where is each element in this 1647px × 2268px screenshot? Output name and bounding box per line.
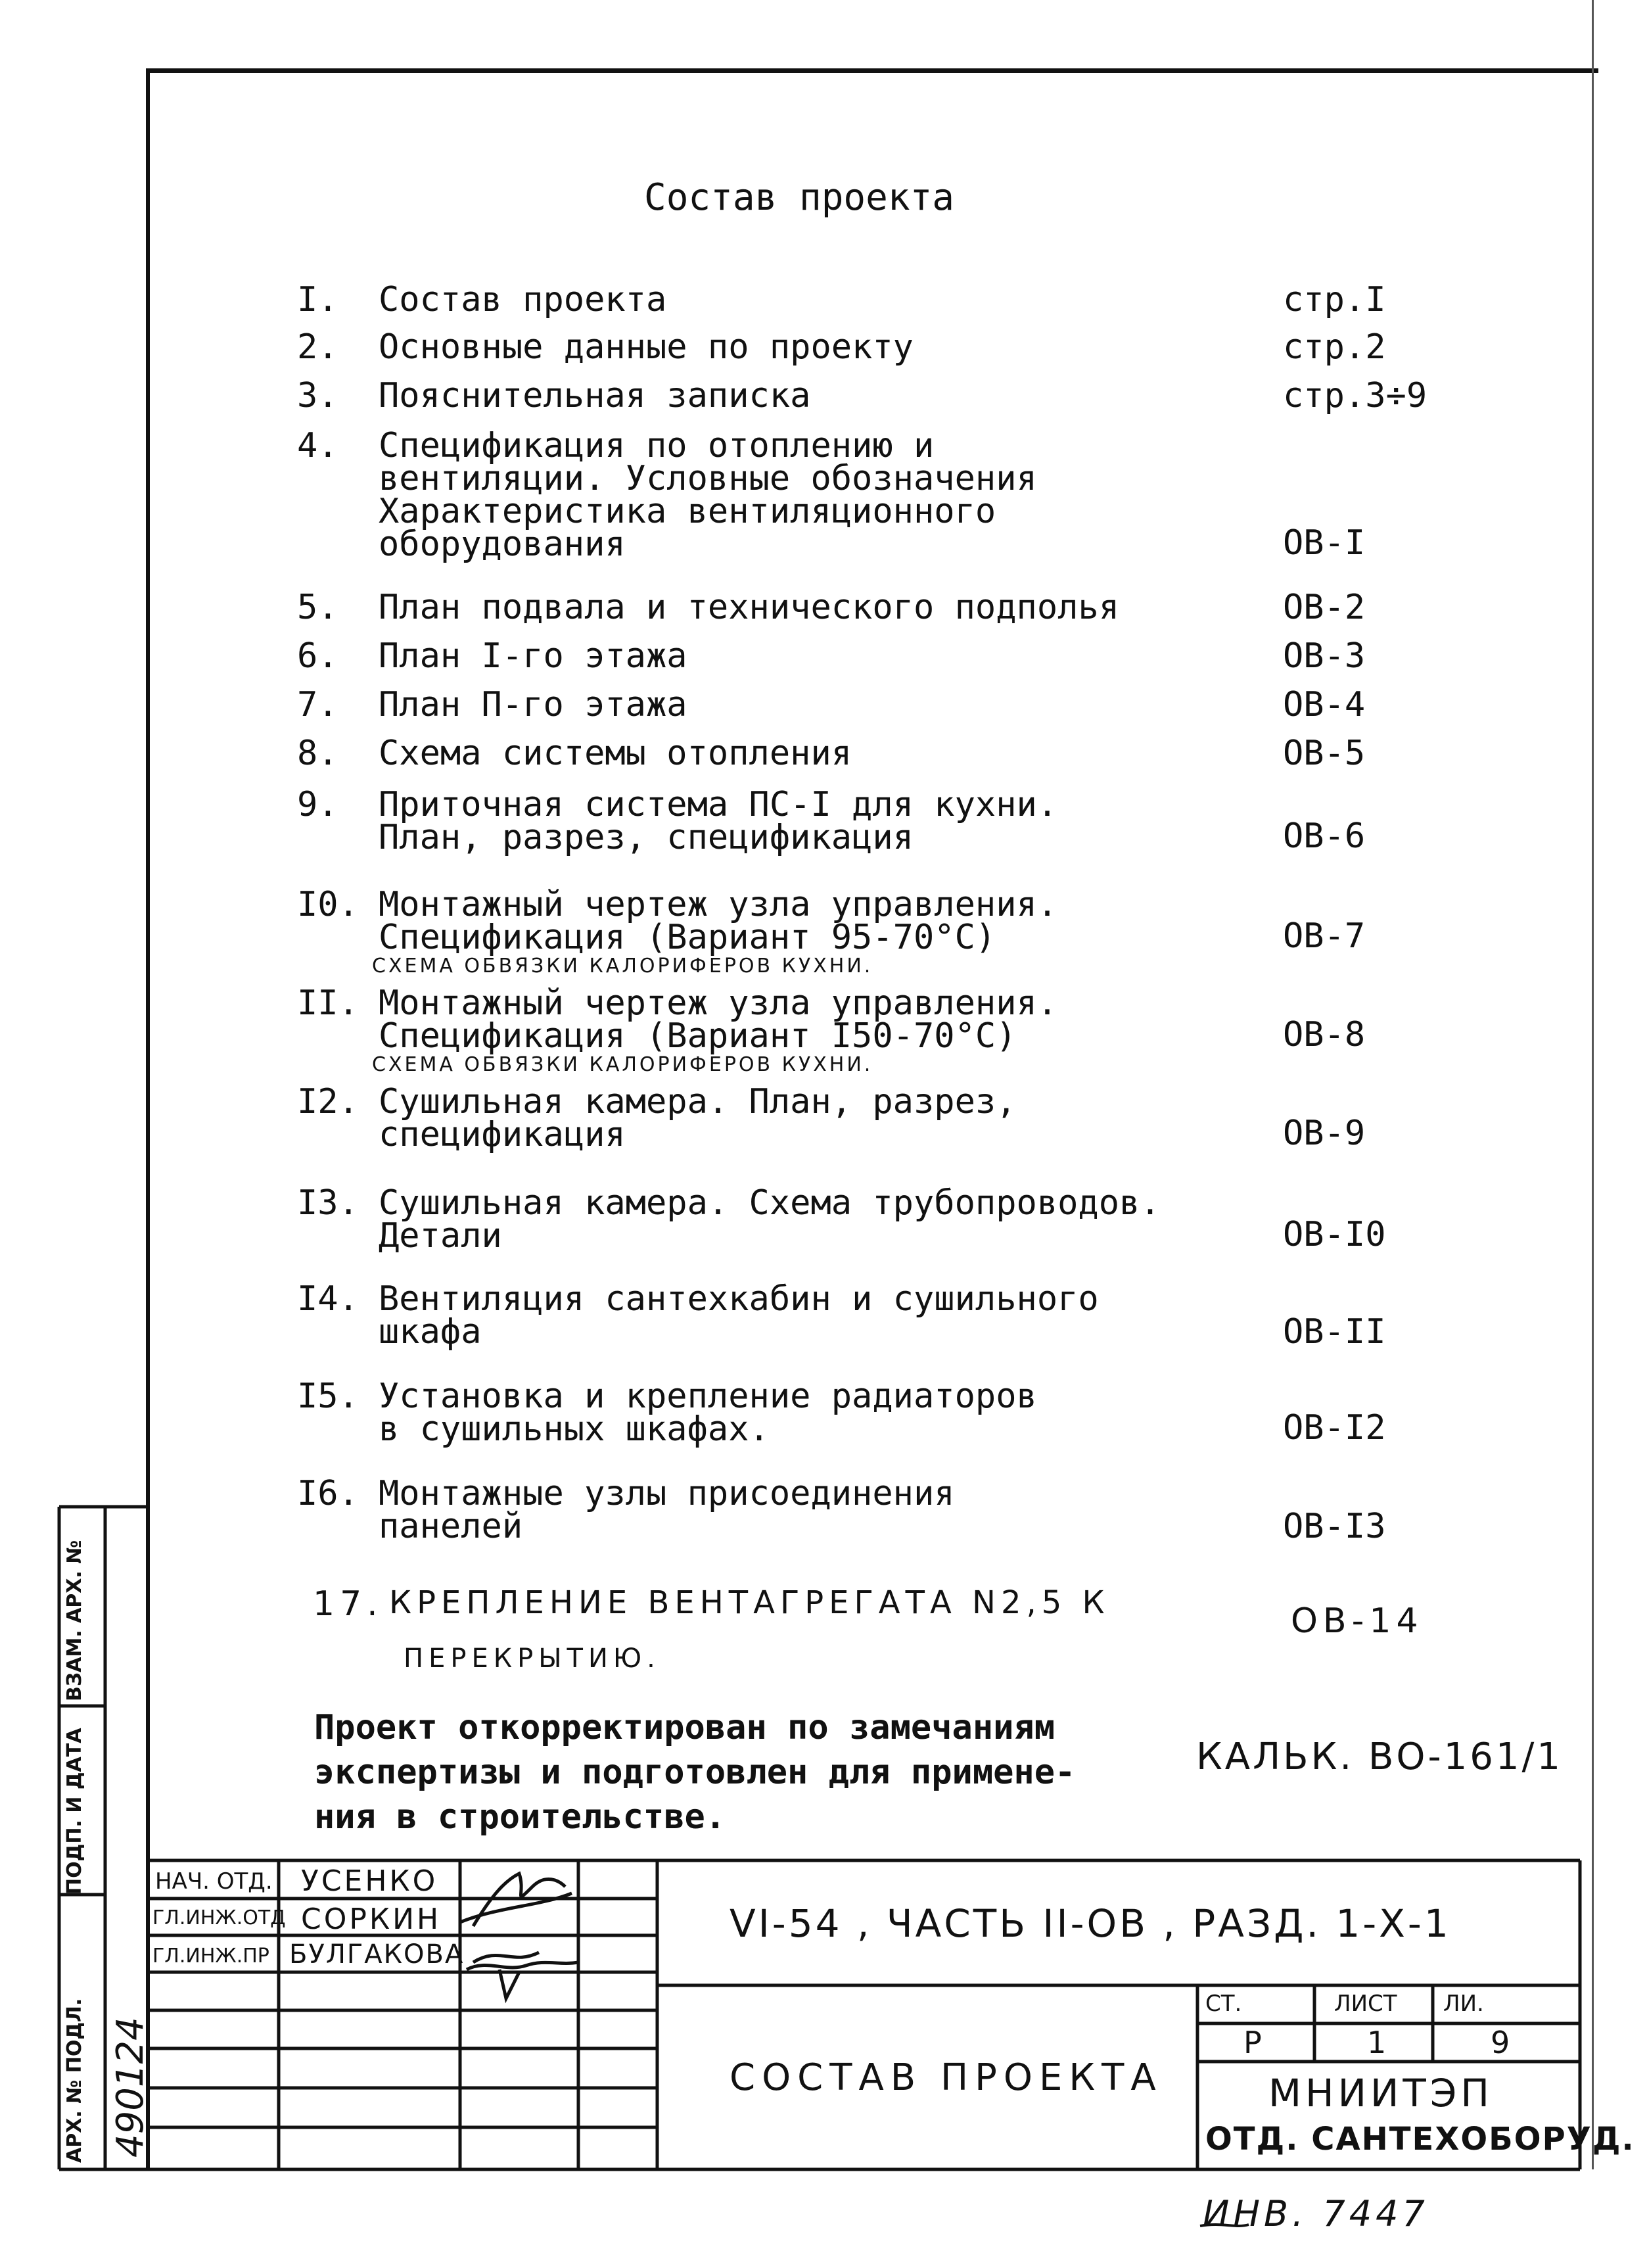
item-page-ref: ОВ-I0	[1283, 1215, 1386, 1254]
item-number: I.	[297, 280, 338, 319]
item-page-ref: ОВ-14	[1291, 1601, 1424, 1641]
item-number: 9.	[297, 785, 338, 824]
signer-role: ГЛ.ИНЖ.ОТД	[152, 1906, 286, 1929]
item-page-ref: ОВ-I3	[1283, 1507, 1386, 1546]
signature-date-label: ПОДП. И ДАТА	[63, 1728, 86, 1895]
item-text-line: Спецификация по отоплению и	[379, 426, 935, 465]
item-number: 17.	[313, 1584, 383, 1624]
item-text-line: Монтажный чертеж узла управления.	[379, 983, 1058, 1023]
stage-label: СТ.	[1205, 1991, 1242, 2017]
sheet-value: 1	[1367, 2025, 1387, 2060]
item-number: I3.	[297, 1183, 359, 1223]
sheet-title: СОСТАВ ПРОЕКТА	[730, 2056, 1163, 2099]
item-text-line: Сушильная камера. Схема трубопроводов.	[379, 1183, 1161, 1223]
item-number: I0.	[297, 885, 359, 924]
item-text-line: шкафа	[379, 1312, 482, 1352]
correction-line: экспертизы и подготовлен для примене-	[314, 1753, 1076, 1792]
item-text-line: Детали	[379, 1216, 502, 1256]
archive-number: 490124	[109, 2017, 152, 2158]
document-code: VI-54 , ЧАСТЬ II-ОВ , РАЗД. 1-Х-1	[730, 1901, 1451, 1946]
item-page-ref: ОВ-3	[1283, 636, 1366, 676]
department-name: ОТД. САНТЕХОБОРУД.	[1205, 2121, 1635, 2158]
correction-line: ния в строительстве.	[314, 1797, 726, 1837]
correction-line: Проект откорректирован по замечаниям	[314, 1708, 1055, 1747]
item-number: I5.	[297, 1377, 359, 1416]
page-title: Состав проекта	[644, 176, 955, 219]
item-text-line: План П-го этажа	[379, 685, 687, 724]
item-text-line: Пояснительная записка	[379, 376, 811, 415]
item-page-ref: стр.I	[1283, 280, 1386, 319]
item-text-line: ПЕРЕКРЫТИЮ.	[404, 1643, 661, 1674]
item-number: 7.	[297, 685, 338, 724]
tracing-reference: КАЛЬК. ВО-161/1	[1196, 1736, 1564, 1778]
item-text-line: КРЕПЛЕНИЕ ВЕНТАГРЕГАТА N2,5 К	[389, 1584, 1110, 1621]
item-text-line: Монтажный чертеж узла управления.	[379, 885, 1058, 924]
item-page-ref: ОВ-II	[1283, 1312, 1386, 1352]
sheet-label: ЛИСТ	[1334, 1991, 1397, 2017]
item-page-ref: ОВ-7	[1283, 916, 1366, 956]
item-text-line: Спецификация (Вариант I50-70°C)	[379, 1016, 1017, 1056]
item-number: 6.	[297, 636, 338, 676]
item-page-ref: ОВ-6	[1283, 816, 1366, 856]
item-text-line: Приточная система ПС-I для кухни.	[379, 785, 1058, 824]
item-text-line: Вентиляция сантехкабин и сушильного	[379, 1279, 1099, 1319]
item-page-ref: ОВ-9	[1283, 1114, 1366, 1153]
item-text-line: в сушильных шкафах.	[379, 1409, 770, 1449]
archive-original-label: АРХ. № ПОДЛ.	[63, 1998, 86, 2163]
item-text-line: оборудования	[379, 525, 626, 564]
signer-role: НАЧ. ОТД.	[155, 1868, 273, 1895]
item-number: 2.	[297, 327, 338, 367]
replacement-archive-label: ВЗАМ. АРХ. №	[63, 1540, 86, 1701]
item-number: 5.	[297, 588, 338, 627]
item-text-line: Установка и крепление радиаторов	[379, 1377, 1037, 1416]
item-page-ref: стр.3÷9	[1283, 376, 1427, 415]
item-text-line: Характеристика вентиляционного	[379, 492, 996, 531]
item-number: 3.	[297, 376, 338, 415]
item-text-line: спецификация	[379, 1115, 626, 1154]
item-number: I6.	[297, 1474, 359, 1513]
item-text-line: Сушильная камера. План, разрез,	[379, 1082, 1017, 1122]
item-page-ref: ОВ-2	[1283, 588, 1366, 627]
item-text-line: План I-го этажа	[379, 636, 687, 676]
sheets-value: 9	[1491, 2025, 1510, 2060]
organisation-name: МНИИТЭП	[1268, 2071, 1493, 2115]
item-handwritten-note: СХЕМА ОБВЯЗКИ КАЛОРИФЕРОВ КУХНИ.	[372, 955, 873, 978]
item-text-line: Спецификация (Вариант 95-70°C)	[379, 918, 996, 957]
signer-role: ГЛ.ИНЖ.ПР	[152, 1945, 269, 1968]
item-text-line: Монтажные узлы присоединения	[379, 1474, 955, 1513]
item-text-line: Состав проекта	[379, 280, 667, 319]
stage-value: Р	[1243, 2025, 1262, 2060]
item-text-line: Схема системы отопления	[379, 734, 852, 773]
item-number: I4.	[297, 1279, 359, 1319]
item-number: II.	[297, 983, 359, 1023]
inventory-number: ИНВ. 7447	[1203, 2193, 1429, 2234]
item-number: I2.	[297, 1082, 359, 1122]
item-text-line: План, разрез, спецификация	[379, 818, 914, 857]
item-page-ref: стр.2	[1283, 327, 1386, 367]
item-text-line: вентиляции. Условные обозначения	[379, 459, 1037, 498]
item-page-ref: ОВ-I2	[1283, 1408, 1386, 1448]
item-text-line: панелей	[379, 1507, 523, 1546]
item-number: 8.	[297, 734, 338, 773]
item-page-ref: ОВ-8	[1283, 1015, 1366, 1054]
item-text-line: Основные данные по проекту	[379, 327, 914, 367]
item-number: 4.	[297, 426, 338, 465]
signer-name: УСЕНКО	[301, 1864, 438, 1898]
item-page-ref: ОВ-I	[1283, 523, 1366, 563]
item-handwritten-note: СХЕМА ОБВЯЗКИ КАЛОРИФЕРОВ КУХНИ.	[372, 1053, 873, 1076]
signer-name: СОРКИН	[301, 1902, 442, 1936]
signer-name: БУЛГАКОВА	[289, 1939, 465, 1970]
item-text-line: План подвала и технического подполья	[379, 588, 1120, 627]
sheets-label: ЛИ.	[1443, 1991, 1484, 2017]
item-page-ref: ОВ-5	[1283, 734, 1366, 773]
item-page-ref: ОВ-4	[1283, 685, 1366, 724]
